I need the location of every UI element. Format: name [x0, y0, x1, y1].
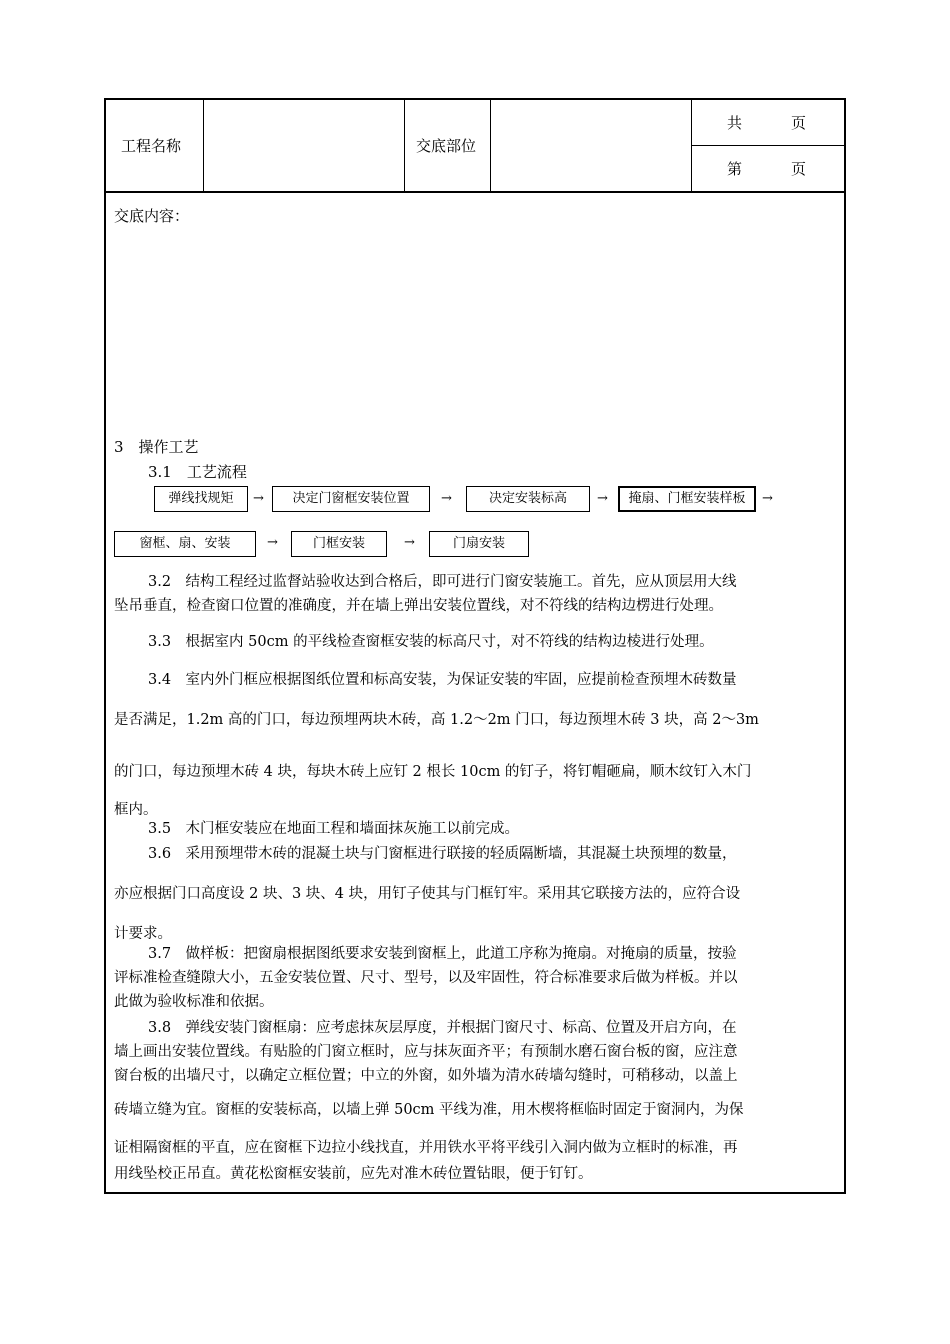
flow-step-7: 门扇安装 [429, 531, 529, 557]
paragraph-3-5 [114, 817, 838, 841]
paragraph-line: 3.6 采用预埋带木砖的混凝土块与门窗框进行联接的轻质隔断墙，其混凝土块预埋的数量， [148, 846, 737, 862]
section-subtitle: 3.1 工艺流程 [148, 463, 247, 481]
paragraph-line: 墙上画出安装位置线。有贴脸的门窗立框时，应与抹灰面齐平；有预制水磨石窗台板的窗，应注意 [114, 1044, 738, 1060]
flow-step-3: 决定安装标高 [466, 486, 590, 512]
paragraph-line: 评标准检查缝隙大小，五金安装位置、尺寸、型号，以及牢固性，符合标准要求后做为样板。并以 [114, 970, 738, 986]
project-name-label: 工程名称 [121, 137, 182, 155]
paragraph-3-2 [114, 570, 838, 618]
paragraph-line: 用线坠校正吊直。黄花松窗框安装前，应先对准木砖位置钻眼，便于钉钉。 [114, 1166, 593, 1182]
section-title: 3 操作工艺 [114, 438, 199, 456]
header-bottom-rule [104, 191, 846, 193]
content-label: 交底内容： [114, 207, 190, 225]
flow-step-1: 弹线找规矩 [154, 486, 248, 512]
paragraph-line: 证相隔窗框的平直，应在窗框下边拉小线找直，并用铁水平将平线引入洞内做为立框时的标准，再 [114, 1140, 738, 1156]
paragraph-line: 砖墙立缝为宜。窗框的安装标高，以墙上弹 50cm 平线为准，用木楔将框临时固定于窗洞内，为保 [114, 1102, 744, 1118]
paragraph-3-7 [114, 942, 838, 1014]
page-count-divider [691, 145, 845, 146]
total-pages: 共 页 [727, 114, 808, 132]
header-divider-2 [404, 98, 405, 192]
paragraph-line: 3.7 做样板：把窗扇根据图纸要求安装到窗框上，此道工序称为掩扇。对掩扇的质量，按验 [148, 946, 737, 962]
flow-step-4: 掩扇、门框安装样板 [618, 486, 756, 512]
paragraph-line: 的门口，每边预埋木砖 4 块，每块木砖上应钉 2 根长 10cm 的钉子，将钉帽砸扁，顺木纹钉入木门 [114, 764, 752, 780]
paragraph-line: 此做为验收标准和依据。 [114, 994, 274, 1010]
paragraph-line: 3.2 结构工程经过监督站验收达到合格后，即可进行门窗安装施工。首先，应从顶层用大线 [148, 574, 737, 590]
paragraph-line: 亦应根据门口高度设 2 块、3 块、4 块，用钉子使其与门框钉牢。采用其它联接方法的，应符合设 [114, 886, 741, 902]
flow-step-6: 门框安装 [291, 531, 387, 557]
paragraph-line: 坠吊垂直，检查窗口位置的准确度，并在墙上弹出安装位置线，对不符线的结构边楞进行处理。 [114, 598, 723, 614]
flow-arrow-6: → [404, 535, 415, 550]
page-number: 第 页 [727, 160, 808, 178]
paragraph-line: 3.5 木门框安装应在地面工程和墙面抹灰施工以前完成。 [148, 821, 520, 837]
handover-part-label: 交底部位 [416, 137, 477, 155]
flow-arrow-1: → [253, 491, 264, 506]
paragraph-line: 是否满足，1.2m 高的门口，每边预埋两块木砖，高 1.2～2m 门口，每边预埋木砖 3 块，高 2～3m [114, 712, 759, 728]
flow-arrow-5: → [267, 535, 278, 550]
header-divider-3 [490, 98, 491, 192]
paragraph-line: 框内。 [114, 802, 158, 818]
paragraph-3-4 [114, 668, 838, 822]
paragraph-line: 窗台板的出墙尺寸，以确定立框位置；中立的外窗，如外墙为清水砖墙勾缝时，可稍移动，以盖上 [114, 1068, 738, 1084]
paragraph-3-6 [114, 842, 838, 946]
flow-step-2: 决定门窗框安装位置 [272, 486, 430, 512]
paragraph-line: 3.4 室内外门框应根据图纸位置和标高安装，为保证安装的牢固，应提前检查预埋木砖数量 [148, 672, 737, 688]
paragraph-line: 3.8 弹线安装门窗框扇：应考虑抹灰层厚度，并根据门窗尺寸、标高、位置及开启方向，在 [148, 1020, 737, 1036]
paragraph-3-8 [114, 1016, 838, 1186]
paragraph-line: 3.3 根据室内 50cm 的平线检查窗框安装的标高尺寸，对不符线的结构边棱进行处理。 [148, 634, 714, 650]
flow-step-5: 窗框、扇、安装 [114, 531, 256, 557]
header-divider-1 [203, 98, 204, 192]
flow-arrow-4: → [762, 491, 773, 506]
paragraph-3-3 [114, 630, 838, 654]
flow-arrow-3: → [597, 491, 608, 506]
paragraph-line: 计要求。 [114, 926, 172, 942]
flow-arrow-2: → [441, 491, 452, 506]
